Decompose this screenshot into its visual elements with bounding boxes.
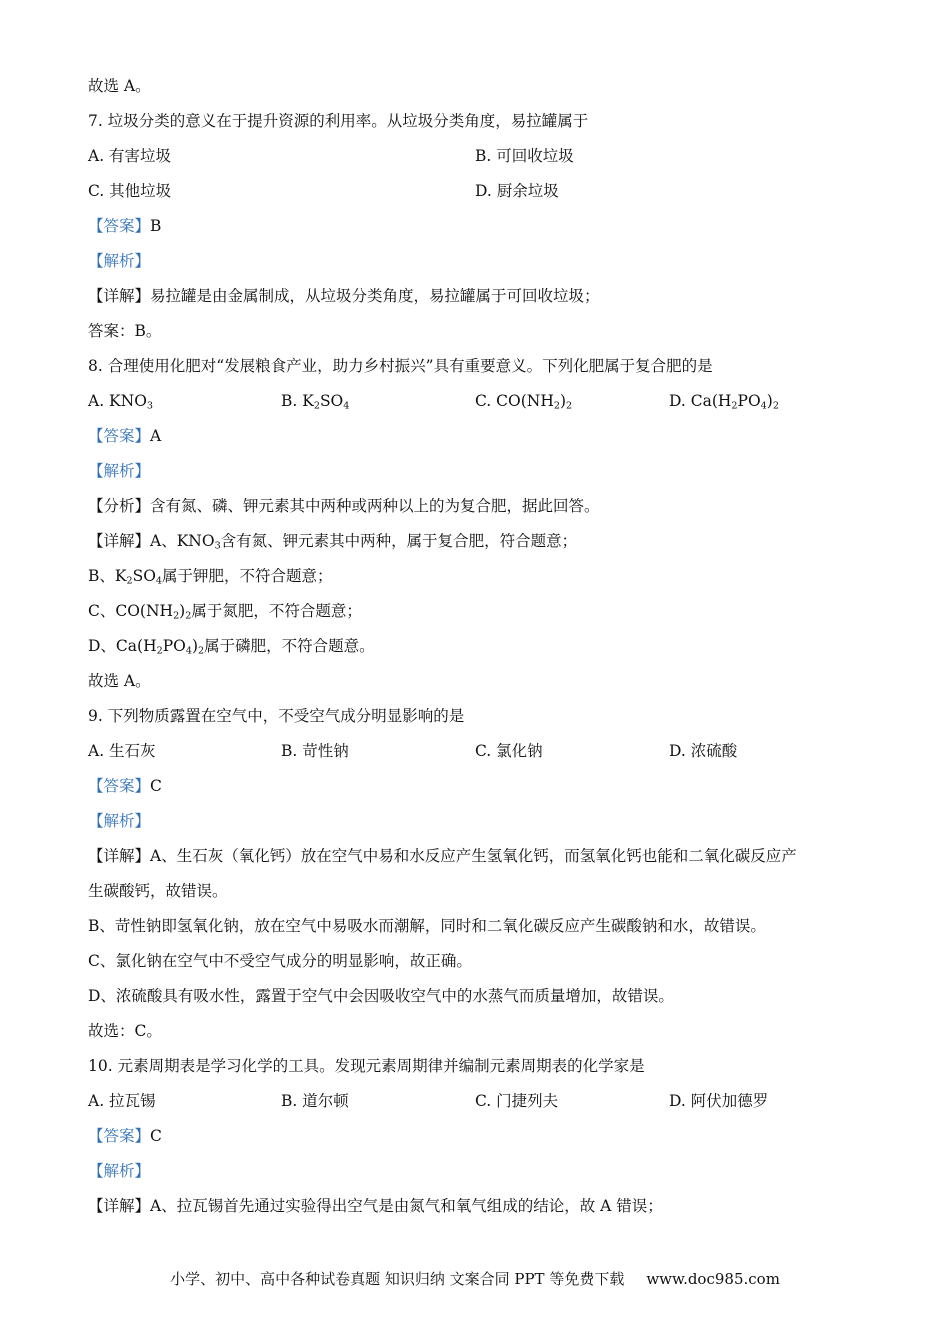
- q9-analysis-heading: [88, 810, 150, 832]
- answer-tag: 【答案】: [88, 777, 151, 795]
- answer-value: B: [150, 217, 162, 235]
- q9-option-a: A. 生石灰: [88, 742, 156, 760]
- q10-detail: 【详解】A、拉瓦锡首先通过实验得出空气是由氮气和氧气组成的结论，故 A 错误；: [88, 1197, 663, 1215]
- fenxi-text: 含有氮、磷、钾元素其中两种或两种以上的为复合肥，据此回答。: [150, 497, 600, 515]
- q9-final: 故选：C。: [88, 1022, 162, 1040]
- q7-answer: [88, 215, 161, 237]
- q10-option-d: D. 阿伏加德罗: [669, 1092, 769, 1110]
- q9-stem: 9. 下列物质露置在空气中，不受空气成分明显影响的是: [88, 707, 465, 725]
- q7-option-c: C. 其他垃圾: [88, 182, 172, 200]
- q9-answer: [88, 775, 162, 797]
- q8-detail-a: 【详解】A、$KNO_3$含有氮、钾元素其中两种，属于复合肥，符合题意；: [88, 532, 578, 552]
- q7-option-b: B. 可回收垃圾: [475, 147, 574, 165]
- q10-option-a: A. 拉瓦锡: [88, 1092, 156, 1110]
- q8-final: 故选 A。: [88, 672, 151, 690]
- q8-analysis-heading: [88, 460, 150, 482]
- footer-url[interactable]: www.doc985.com: [646, 1270, 780, 1288]
- q8-option-d: D. $Ca(H_2PO_4)_2$: [669, 392, 779, 412]
- footer-text: 小学、初中、高中各种试卷真题 知识归纳 文案合同 PPT 等免费下载: [170, 1270, 625, 1288]
- q9-detail-2: B、苛性钠即氢氧化钠，放在空气中易吸水而潮解，同时和二氧化碳反应产生碳酸钠和水，故错误。: [88, 917, 766, 935]
- answer-tag: 【答案】: [88, 217, 151, 235]
- q8-stem: 8. 合理使用化肥对“发展粮食产业，助力乡村振兴”具有重要意义。下列化肥属于复合肥的是: [88, 357, 713, 375]
- page-footer: [0, 1268, 950, 1290]
- answer-tag: 【答案】: [88, 1127, 151, 1145]
- answer-value: C: [150, 1127, 162, 1145]
- q9-detail-4: D、浓硫酸具有吸水性，露置于空气中会因吸收空气中的水蒸气而质量增加，故错误。: [88, 987, 674, 1005]
- detail-tag: 【详解】: [88, 1197, 151, 1215]
- q10-option-c: C. 门捷列夫: [475, 1092, 559, 1110]
- q8-option-c: C. $CO(NH_2)_2$: [475, 392, 573, 412]
- q10-answer: [88, 1125, 162, 1147]
- q8-option-b: B. $K_2SO_4$: [281, 392, 350, 412]
- q9-option-b: B. 苛性钠: [281, 742, 349, 760]
- q8-detail-d: D、$Ca(H_2PO_4)_2$属于磷肥，不符合题意。: [88, 637, 375, 657]
- q10-stem: 10. 元素周期表是学习化学的工具。发现元素周期律并编制元素周期表的化学家是: [88, 1057, 645, 1075]
- q9-detail-1b: 生碳酸钙，故错误。: [88, 882, 228, 900]
- answer-value: C: [150, 777, 162, 795]
- answer-tag: 【答案】: [88, 427, 151, 445]
- q7-option-d: D. 厨余垃圾: [475, 182, 559, 200]
- q7-final: 答案：B。: [88, 322, 162, 340]
- analysis-tag: 【解析】: [88, 252, 151, 270]
- q7-analysis-heading: [88, 250, 150, 272]
- q7-option-a: A. 有害垃圾: [88, 147, 172, 165]
- detail-text: 易拉罐是由金属制成，从垃圾分类角度，易拉罐属于可回收垃圾；: [150, 287, 600, 305]
- q7-stem: 7. 垃圾分类的意义在于提升资源的利用率。从垃圾分类角度，易拉罐属于: [88, 112, 589, 130]
- q10-analysis-heading: [88, 1160, 150, 1182]
- analysis-tag: 【解析】: [88, 812, 151, 830]
- q8-detail-c: C、$CO(NH_2)_2$属于氮肥，不符合题意；: [88, 602, 362, 622]
- q8-answer: [88, 425, 161, 447]
- analysis-tag: 【解析】: [88, 1162, 151, 1180]
- q8-option-a: A. $KNO_3$: [88, 392, 154, 412]
- q7-detail: [88, 285, 600, 307]
- detail-tag: 【详解】: [88, 287, 151, 305]
- detail-tag: 【详解】: [88, 532, 151, 550]
- fenxi-tag: 【分析】: [88, 497, 151, 515]
- conclusion-line: 故选 A。: [88, 77, 151, 95]
- q9-detail-1: 【详解】A、生石灰（氧化钙）放在空气中易和水反应产生氢氧化钙，而氢氧化钙也能和二氧化碳反应产: [88, 847, 797, 865]
- analysis-tag: 【解析】: [88, 462, 151, 480]
- answer-value: A: [150, 427, 162, 445]
- q10-option-b: B. 道尔顿: [281, 1092, 349, 1110]
- q8-fenxi: [88, 495, 600, 517]
- q9-option-c: C. 氯化钠: [475, 742, 543, 760]
- q9-detail-3: C、氯化钠在空气中不受空气成分的明显影响，故正确。: [88, 952, 472, 970]
- detail-tag: 【详解】: [88, 847, 151, 865]
- q9-option-d: D. 浓硫酸: [669, 742, 738, 760]
- q8-detail-b: B、$K_2SO_4$属于钾肥，不符合题意；: [88, 567, 333, 587]
